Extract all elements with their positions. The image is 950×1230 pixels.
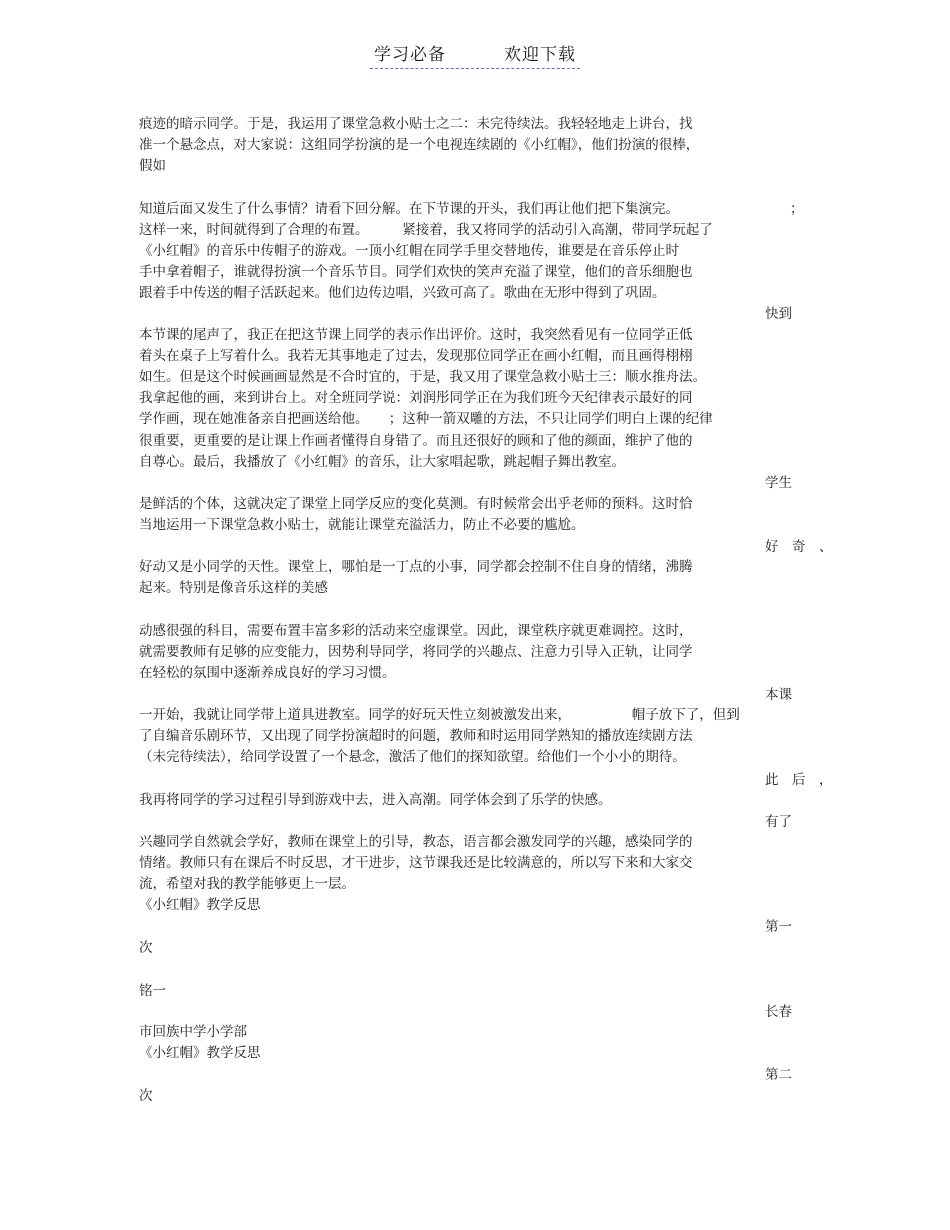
text-line: 好动又是小同学的天性。课堂上，哪怕是一丁点的小事，同学都会控制不住自身的情绪，沸腾 [139, 559, 693, 575]
text-line: 这样一来，时间就得到了合理的布置。 紧接着，我又将同学的活动引入高潮，带同学玩起了 [139, 222, 713, 238]
side-label: 第二 [765, 1067, 792, 1083]
side-label: 快到 [765, 306, 792, 322]
text-line: 准一个悬念点，对大家说：这组同学扮演的是一个电视连续剧的《小红帽》，他们扮演的很棒， [139, 137, 700, 153]
side-label: 学生 [765, 475, 792, 491]
text-line: 次 [139, 1088, 153, 1104]
text-line: 自尊心。最后，我播放了《小红帽》的音乐，让大家唱起歌，跳起帽子舞出教室。 [139, 454, 625, 470]
text-line: 《小红帽》的音乐中传帽子的游戏。一顶小红帽在同学手里交替地传，谁要是在音乐停止时 [139, 243, 679, 259]
side-label: 第一 [765, 919, 792, 935]
text-line: 我拿起他的画，来到讲台上。对全班同学说：刘润彤同学正在为我们班今天纪律表示最好的同 [139, 390, 693, 406]
text-line: 市回族中学小学部 [139, 1024, 247, 1040]
text-line: 我再将同学的学习过程引导到游戏中去，进入高潮。同学体会到了乐学的快感。 [139, 792, 612, 808]
text-line: 起来。特别是像音乐这样的美感 [139, 580, 328, 596]
text-line: 手中拿着帽子，谁就得扮演一个音乐节目。同学们欢快的笑声充溢了课堂，他们的音乐细胞也 [139, 264, 693, 280]
side-label: ； [790, 201, 804, 217]
header-banner [370, 40, 580, 69]
side-label: 好 奇 、 [765, 539, 833, 555]
header-right-text: 欢迎下载 [504, 45, 576, 65]
header-left-text: 学习必备 [374, 45, 446, 65]
text-line: 一开始，我就让同学带上道具进教室。同学的好玩天性立刻被激发出来， 帽子放下了，但到 [139, 707, 740, 723]
text-line: 《小红帽》教学反思 [139, 897, 261, 913]
text-line: 次 [139, 940, 153, 956]
text-line: 兴趣同学自然就会学好，教师在课堂上的引导，教态，语言都会激发同学的兴趣，感染同学的 [139, 834, 693, 850]
text-line: 着头在桌子上写着什么。我若无其事地走了过去，发现那位同学正在画小红帽，而且画得栩栩 [139, 348, 693, 364]
text-line: 是鲜活的个体，这就决定了课堂上同学反应的变化莫测。有时候常会出乎老师的预料。这时恰 [139, 496, 693, 512]
text-line: （未完待续法），给同学设置了一个悬念，激活了他们的探知欲望。给他们一个小小的期待。 [139, 749, 686, 765]
text-line: 在轻松的氛围中逐渐养成良好的学习习惯。 [139, 665, 396, 681]
text-line: 当地运用一下课堂急救小贴士，就能让课堂充溢活力，防止不必要的尴尬。 [139, 517, 585, 533]
text-line: 了自编音乐剧环节，又出现了同学扮演超时的问题，教师和时运用同学熟知的播放连续剧方法 [139, 728, 693, 744]
page-header [0, 40, 950, 69]
side-label: 本课 [765, 687, 792, 703]
text-line: 情绪。教师只有在课后不时反思，才干进步，这节课我还是比较满意的，所以写下来和大家交 [139, 855, 693, 871]
text-line: 动感很强的科目，需要布置丰富多彩的活动来空虚课堂。因此，课堂秩序就更难调控。这时， [139, 623, 693, 639]
side-label: 长春 [765, 1004, 792, 1020]
text-line: 很重要，更重要的是让课上作画者懂得自身错了。而且还很好的顾和了他的颜面，维护了他的 [139, 433, 693, 449]
text-line: 流，希望对我的教学能够更上一层。 [139, 876, 355, 892]
text-line: 本节课的尾声了，我正在把这节课上同学的表示作出评价。这时，我突然看见有一位同学正低 [139, 327, 693, 343]
text-line: 学作画，现在她准备亲自把画送给他。 ；这种一箭双雕的方法，不只让同学们明白上课的纪律 [139, 411, 713, 427]
text-line: 如生。但是这个时候画画显然是不合时宜的，于是，我又用了课堂急救小贴士三：顺水推舟法。 [139, 369, 706, 385]
text-line: 跟着手中传送的帽子活跃起来。他们边传边唱，兴致可高了。歌曲在无形中得到了巩固。 [139, 285, 666, 301]
text-line: 《小红帽》教学反思 [139, 1045, 261, 1061]
side-label: 有了 [765, 814, 792, 830]
text-line: 痕迹的暗示同学。于是，我运用了课堂急救小贴士之二：未完待续法。我轻轻地走上讲台，找 [139, 116, 693, 132]
text-line: 铭一 [139, 983, 166, 999]
text-line: 就需要教师有足够的应变能力，因势利导同学，将同学的兴趣点、注意力引导入正轨，让同学 [139, 644, 693, 660]
text-line: 知道后面又发生了什么事情？请看下回分解。在下节课的开头，我们再让他们把下集演完。 [139, 201, 679, 217]
side-label: 此 后 ， [765, 772, 833, 788]
text-line: 假如 [139, 158, 166, 174]
